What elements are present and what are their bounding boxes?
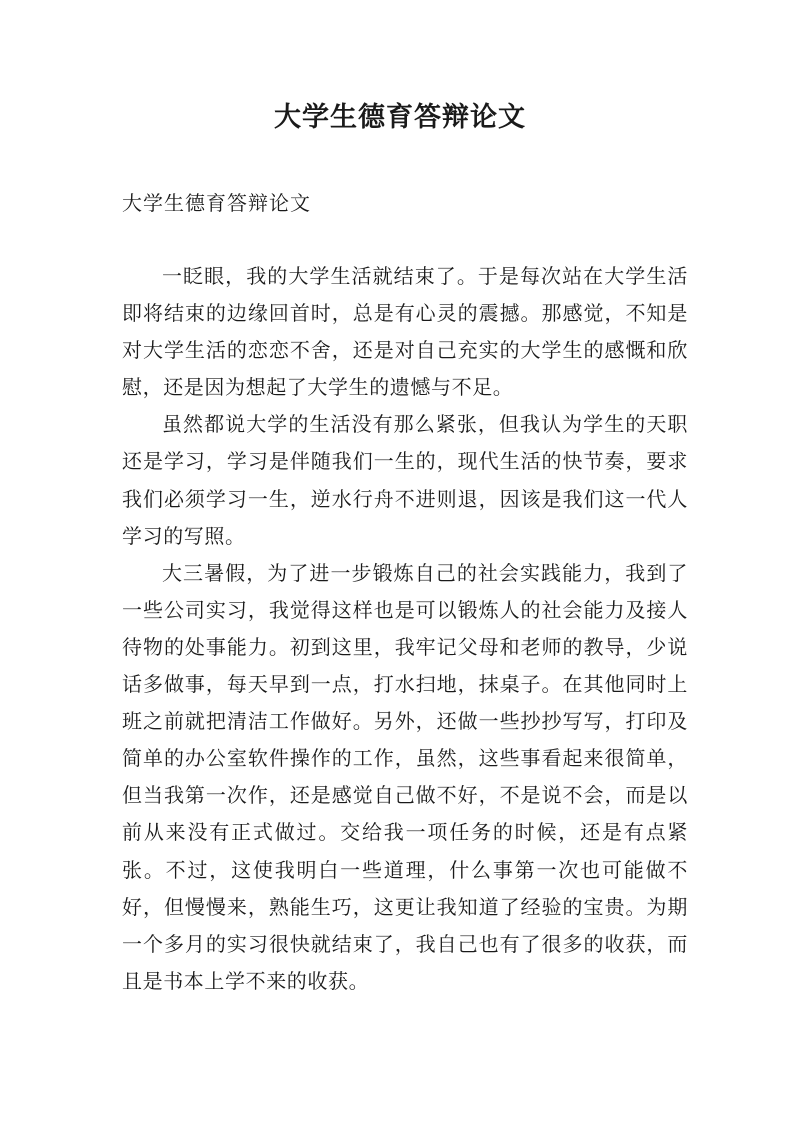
document-subtitle: 大学生德育答辩论文 [122,191,311,215]
paragraph-2: 虽然都说大学的生活没有那么紧张，但我认为学生的天职还是学习，学习是伴随我们一生的，现代生活的快节奏，要求我们必须学习一生，逆水行舟不进则退，因该是我们这一代人学习的写照。 [122,412,688,548]
document-title: 大学生德育答辩论文 [274,102,526,133]
paragraph-1: 一眨眼，我的大学生活就结束了。于是每次站在大学生活即将结束的边缘回首时，总是有心灵的震撼。那感觉，不知是对大学生活的恋恋不舍，还是对自己充实的大学生的感慨和欣慰，还是因为想起了大学生的遗憾与不足。 [122,264,688,400]
paragraph-3: 大三暑假，为了进一步锻炼自己的社会实践能力，我到了一些公司实习，我觉得这样也是可以锻炼人的社会能力及接人待物的处事能力。初到这里，我牢记父母和老师的教导，少说话多做事，每天早到一点，打水扫地，抹桌子。在其他同时上班之前就把清洁工作做好。另外，还做一些抄抄写写，打印及简单的办公室软件操作的工作，虽然，这些事看起来很简单，但当我第一次作，还是感觉自己做不好，不是说不会，而是以前从来没有正式做过。交给我一项任务的时候，还是有点紧张。不过，这使我明白一些道理，什么事第一次也可能做不好，但慢慢来，熟能生巧，这更让我知道了经验的宝贵。为期一个多月的实习很快就结束了，我自己也有了很多的收获，而且是书本上学不来的收获。 [122,560,688,993]
document-body [122,258,688,1000]
